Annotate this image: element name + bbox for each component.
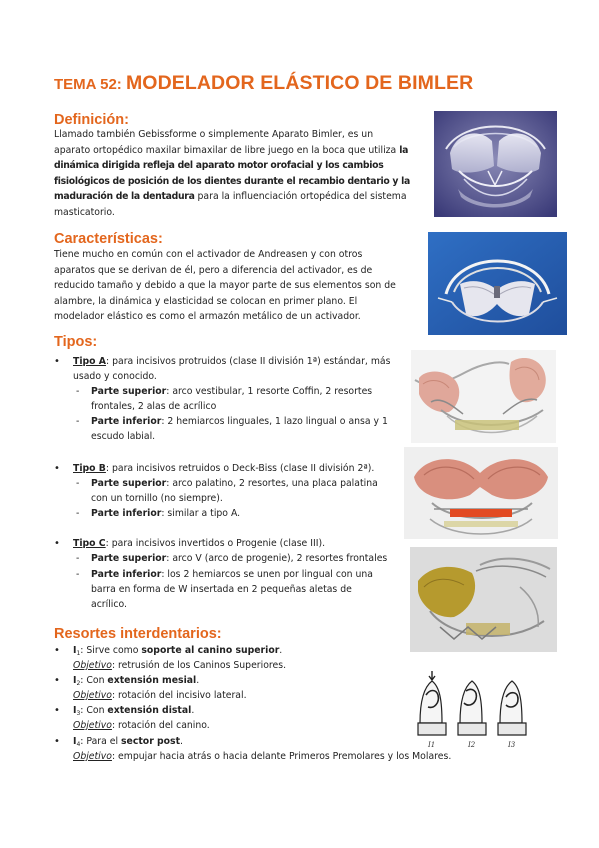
tipo-a-line-2: usado y conocido.	[73, 371, 157, 382]
tipo-c-inferior-line-3: acrílico.	[91, 599, 127, 610]
fig-label-i2: I2	[468, 741, 476, 749]
title-number: TEMA 52:	[54, 76, 126, 93]
resorte-i1: • $I_1$: Sirve como soporte al canino superior.	[54, 645, 283, 657]
def-line-4: fisiológicos de posición de los dientes durante el recambio dentario y la	[54, 175, 410, 187]
car-line-2: aparatos que se derivan de él, pero a diferencia del activador, es de	[54, 264, 373, 276]
tipo-a-superior-line-2: frontales, 2 alas de acrílico	[91, 401, 217, 412]
caracteristicas-heading: Características:	[54, 231, 163, 247]
resorte-i3-objetivo: Objetivo: rotación del canino.	[73, 720, 210, 731]
resorte-i2-objetivo: Objetivo: rotación del incisivo lateral.	[73, 690, 247, 701]
def-line-1: Llamado también Gebissforme o simplemente Aparato Bimler, es un	[54, 129, 374, 140]
def-line-2: aparato ortopédico maxilar bimaxilar de libre juego en la boca que utiliza la	[54, 144, 409, 156]
tipo-b-name: Tipo B	[73, 463, 106, 474]
car-line-1: Tiene mucho en común con el activador de Andreasen y con otros	[54, 249, 363, 260]
car-line-3: reducido tamaño y debido a que la mayor parte de sus elementos son de	[54, 280, 396, 292]
tipo-a-item: • Tipo A: para incisivos protruidos (clase II división 1ª) estándar, más	[54, 356, 391, 367]
tipo-a-photo	[411, 350, 556, 443]
tipo-b-photo	[404, 447, 558, 539]
tipo-c-photo	[410, 547, 557, 652]
tipos-heading: Tipos:	[54, 334, 98, 350]
tipo-c-inferior: - Parte inferior: los 2 hemiarcos se unen por lingual con una	[76, 569, 373, 580]
resortes-heading: Resortes interdentarios:	[54, 626, 222, 642]
def-line-6: masticatorio.	[54, 206, 115, 218]
tipo-c-item: • Tipo C: para incisivos invertidos o Progenie (clase III).	[54, 538, 326, 549]
def-line-3: dinámica dirigida refleja del aparato motor orofacial y los cambios	[54, 160, 384, 172]
tipo-b-superior: - Parte superior: arco palatino, 2 resortes, una placa palatina	[76, 478, 378, 489]
page-title	[54, 72, 473, 95]
bimler-appliance-photo-1	[434, 111, 557, 217]
tipo-a-superior: - Parte superior: arco vestibular, 1 resorte Coffin, 2 resortes	[76, 386, 373, 397]
tipo-b-item: • Tipo B: para incisivos retruidos o Deck-Biss (clase II división 2ª).	[54, 463, 375, 474]
tipo-c-name: Tipo C	[73, 538, 106, 549]
resorte-i3: • $I_3$: Con extensión distal.	[54, 705, 195, 717]
definicion-heading: Definición:	[54, 112, 129, 128]
resorte-i4: • $I_4$: Para el sector post.	[54, 736, 184, 748]
car-line-4: alambre, la dinámica y elasticidad se colocan en primer plano. El	[54, 295, 358, 307]
interdental-springs-illustration	[412, 661, 532, 751]
resorte-i2: • $I_2$: Con extensión mesial.	[54, 675, 200, 687]
tipo-a-inferior-line-2: escudo labial.	[91, 431, 156, 442]
definicion-paragraph	[54, 127, 424, 221]
bimler-appliance-photo-2	[428, 232, 567, 335]
fig-label-i1: I1	[428, 741, 436, 749]
caracteristicas-paragraph	[54, 247, 424, 325]
title-main: MODELADOR ELÁSTICO DE BIMLER	[125, 72, 474, 94]
tipo-a-inferior: - Parte inferior: 2 hemiarcos linguales, 1 lazo lingual o ansa y 1	[76, 416, 388, 427]
tipo-b-superior-line-2: con un tornillo (no siempre).	[91, 493, 223, 504]
fig-label-i3: I3	[508, 741, 516, 749]
def-line-5: maduración de la dentadura para la influenciación ortopédica del sistema	[54, 191, 407, 203]
resorte-i1-objetivo: Objetivo: retrusión de los Caninos Superiores.	[73, 660, 287, 671]
tipo-b-inferior: - Parte inferior: similar a tipo A.	[76, 508, 241, 519]
car-line-5: modelador elástico es como el armazón metálico de un activador.	[54, 311, 361, 323]
tipo-c-inferior-line-2: barra en forma de W insertada en 2 pequeñas aletas de	[91, 584, 352, 595]
tipo-a-name: Tipo A	[73, 356, 107, 367]
tipo-c-superior: - Parte superior: arco V (arco de progenie), 2 resortes frontales	[76, 553, 388, 564]
resorte-i4-objetivo: Objetivo: empujar hacia atrás o hacia delante Primeros Premolares y los Molares.	[73, 751, 452, 762]
